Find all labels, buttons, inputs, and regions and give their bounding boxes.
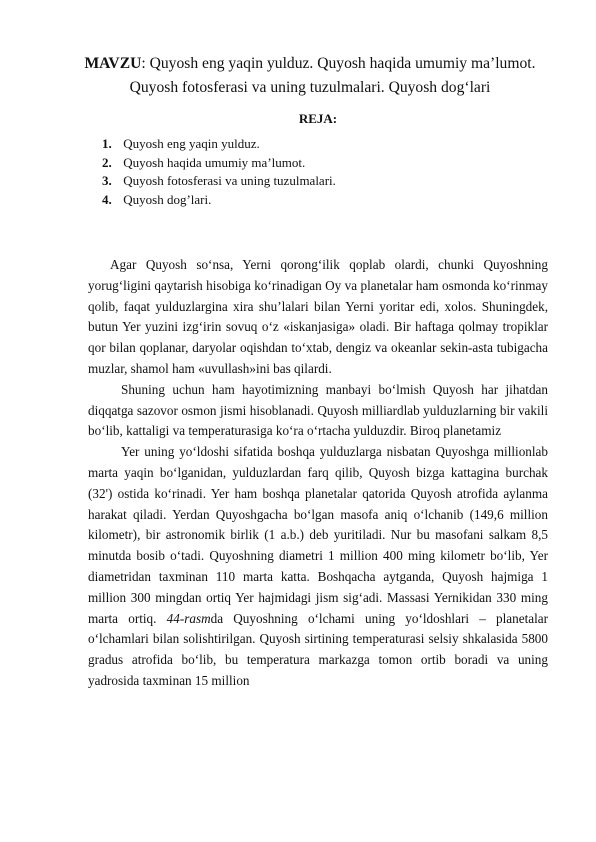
title-text: : Quyosh eng yaqin yulduz. Quyosh haqida umumiy ma’lumot. Quyosh fotosferasi va uning tuzulmalari. Quyosh dog‘lari: [129, 55, 536, 96]
plan-list: [102, 135, 336, 209]
plan-item: [102, 154, 336, 173]
paragraph-text: da Quyoshning o‘lchami uning yo‘ldoshlari – planetalar o‘lchamlari bilan solishtirilgan. Quyosh sirtining temperaturasi selsiy shkalasida 5800 gradus atrofida bo‘lib, bu temperatura markazga tomon ortib boradi va uning yadrosida taxminan 15 million: [88, 610, 548, 688]
plan-item-text: Quyosh haqida umumiy ma’lumot.: [123, 154, 306, 170]
plan-item: [102, 135, 336, 154]
body-text: [88, 255, 548, 692]
plan-heading: REJA:: [298, 111, 338, 126]
plan-item-number: 3.: [102, 173, 112, 188]
plan-item: [102, 172, 336, 191]
plan-item-number: 1.: [102, 136, 112, 151]
paragraph: Shuning uchun ham hayotimizning manbayi bo‘lmish Quyosh har jihatdan diqqatga sazovor osmon jismi hisoblanadi. Quyosh milliardlab yulduzlarning bir vakili bo‘lib, kattaligi va temperaturasiga ko‘ra o‘rtacha yulduzdir. Biroq planetamiz: [88, 381, 548, 439]
figure-reference: 44-rasm: [166, 610, 211, 626]
paragraph: [88, 442, 548, 692]
title-label: MAVZU: [84, 55, 142, 72]
paragraph-text: Yer uning yo‘ldoshi sifatida boshqa yulduzlarga nisbatan Quyoshga millionlab marta yaqin bo‘lganidan, yulduzlardan farq qilib, Quyosh bizga kattagina burchak (32') ostida ko‘rinadi. Yer ham boshqa planetalar qatorida Quyosh atrofida aylanma harakat qiladi. Yerdan Quyoshgacha bo‘lgan masofa aniq o‘lchanib (149,6 million kilometr), bir astronomik birlik (1 a.b.) deb yuritiladi. Nur bu masofani salkam 8,5 minutda bosib o‘tadi. Quyoshning diametri 1 million 400 ming kilometr bo‘lib, Yer diametridan taxminan 110 marta katta. Boshqacha aytganda, Quyosh hajmiga 1 million 300 mingdan ortiq Yer hajmidagi jism sig‘adi. Massasi Yernikidan 330 ming marta ortiq.: [88, 444, 548, 626]
plan-item-number: 2.: [102, 154, 112, 170]
plan-item: [102, 191, 336, 210]
plan-item-number: 4.: [102, 191, 112, 207]
paragraph: Agar Quyosh so‘nsa, Yerni qorong‘ilik qoplab olardi, chunki Quyoshning yorug‘ligini qaytarish hisobiga ko‘rinadigan Oy va planetalar ham osmonda ko‘rinmay qolib, faqat yulduzlargina xira shu’lalari bilan Yerni yoritar edi, xolos. Shuningdek, butun Yer yuzini izg‘irin sovuq o‘z «iskanjasiga» oladi. Bir haftaga qolmay tropiklar qor bilan qoplanar, daryolar oqishdan to‘xtab, dengiz va okeanlar sekin-asta tubigacha muzlar, shamol ham «uvullash»ini bas qilardi.: [88, 257, 548, 376]
plan-item-text: Quyosh eng yaqin yulduz.: [123, 136, 260, 151]
plan-item-text: Quyosh dog’lari.: [123, 191, 212, 207]
page-title: [70, 52, 550, 100]
plan-item-text: Quyosh fotosferasi va uning tuzulmalari.: [123, 173, 336, 188]
